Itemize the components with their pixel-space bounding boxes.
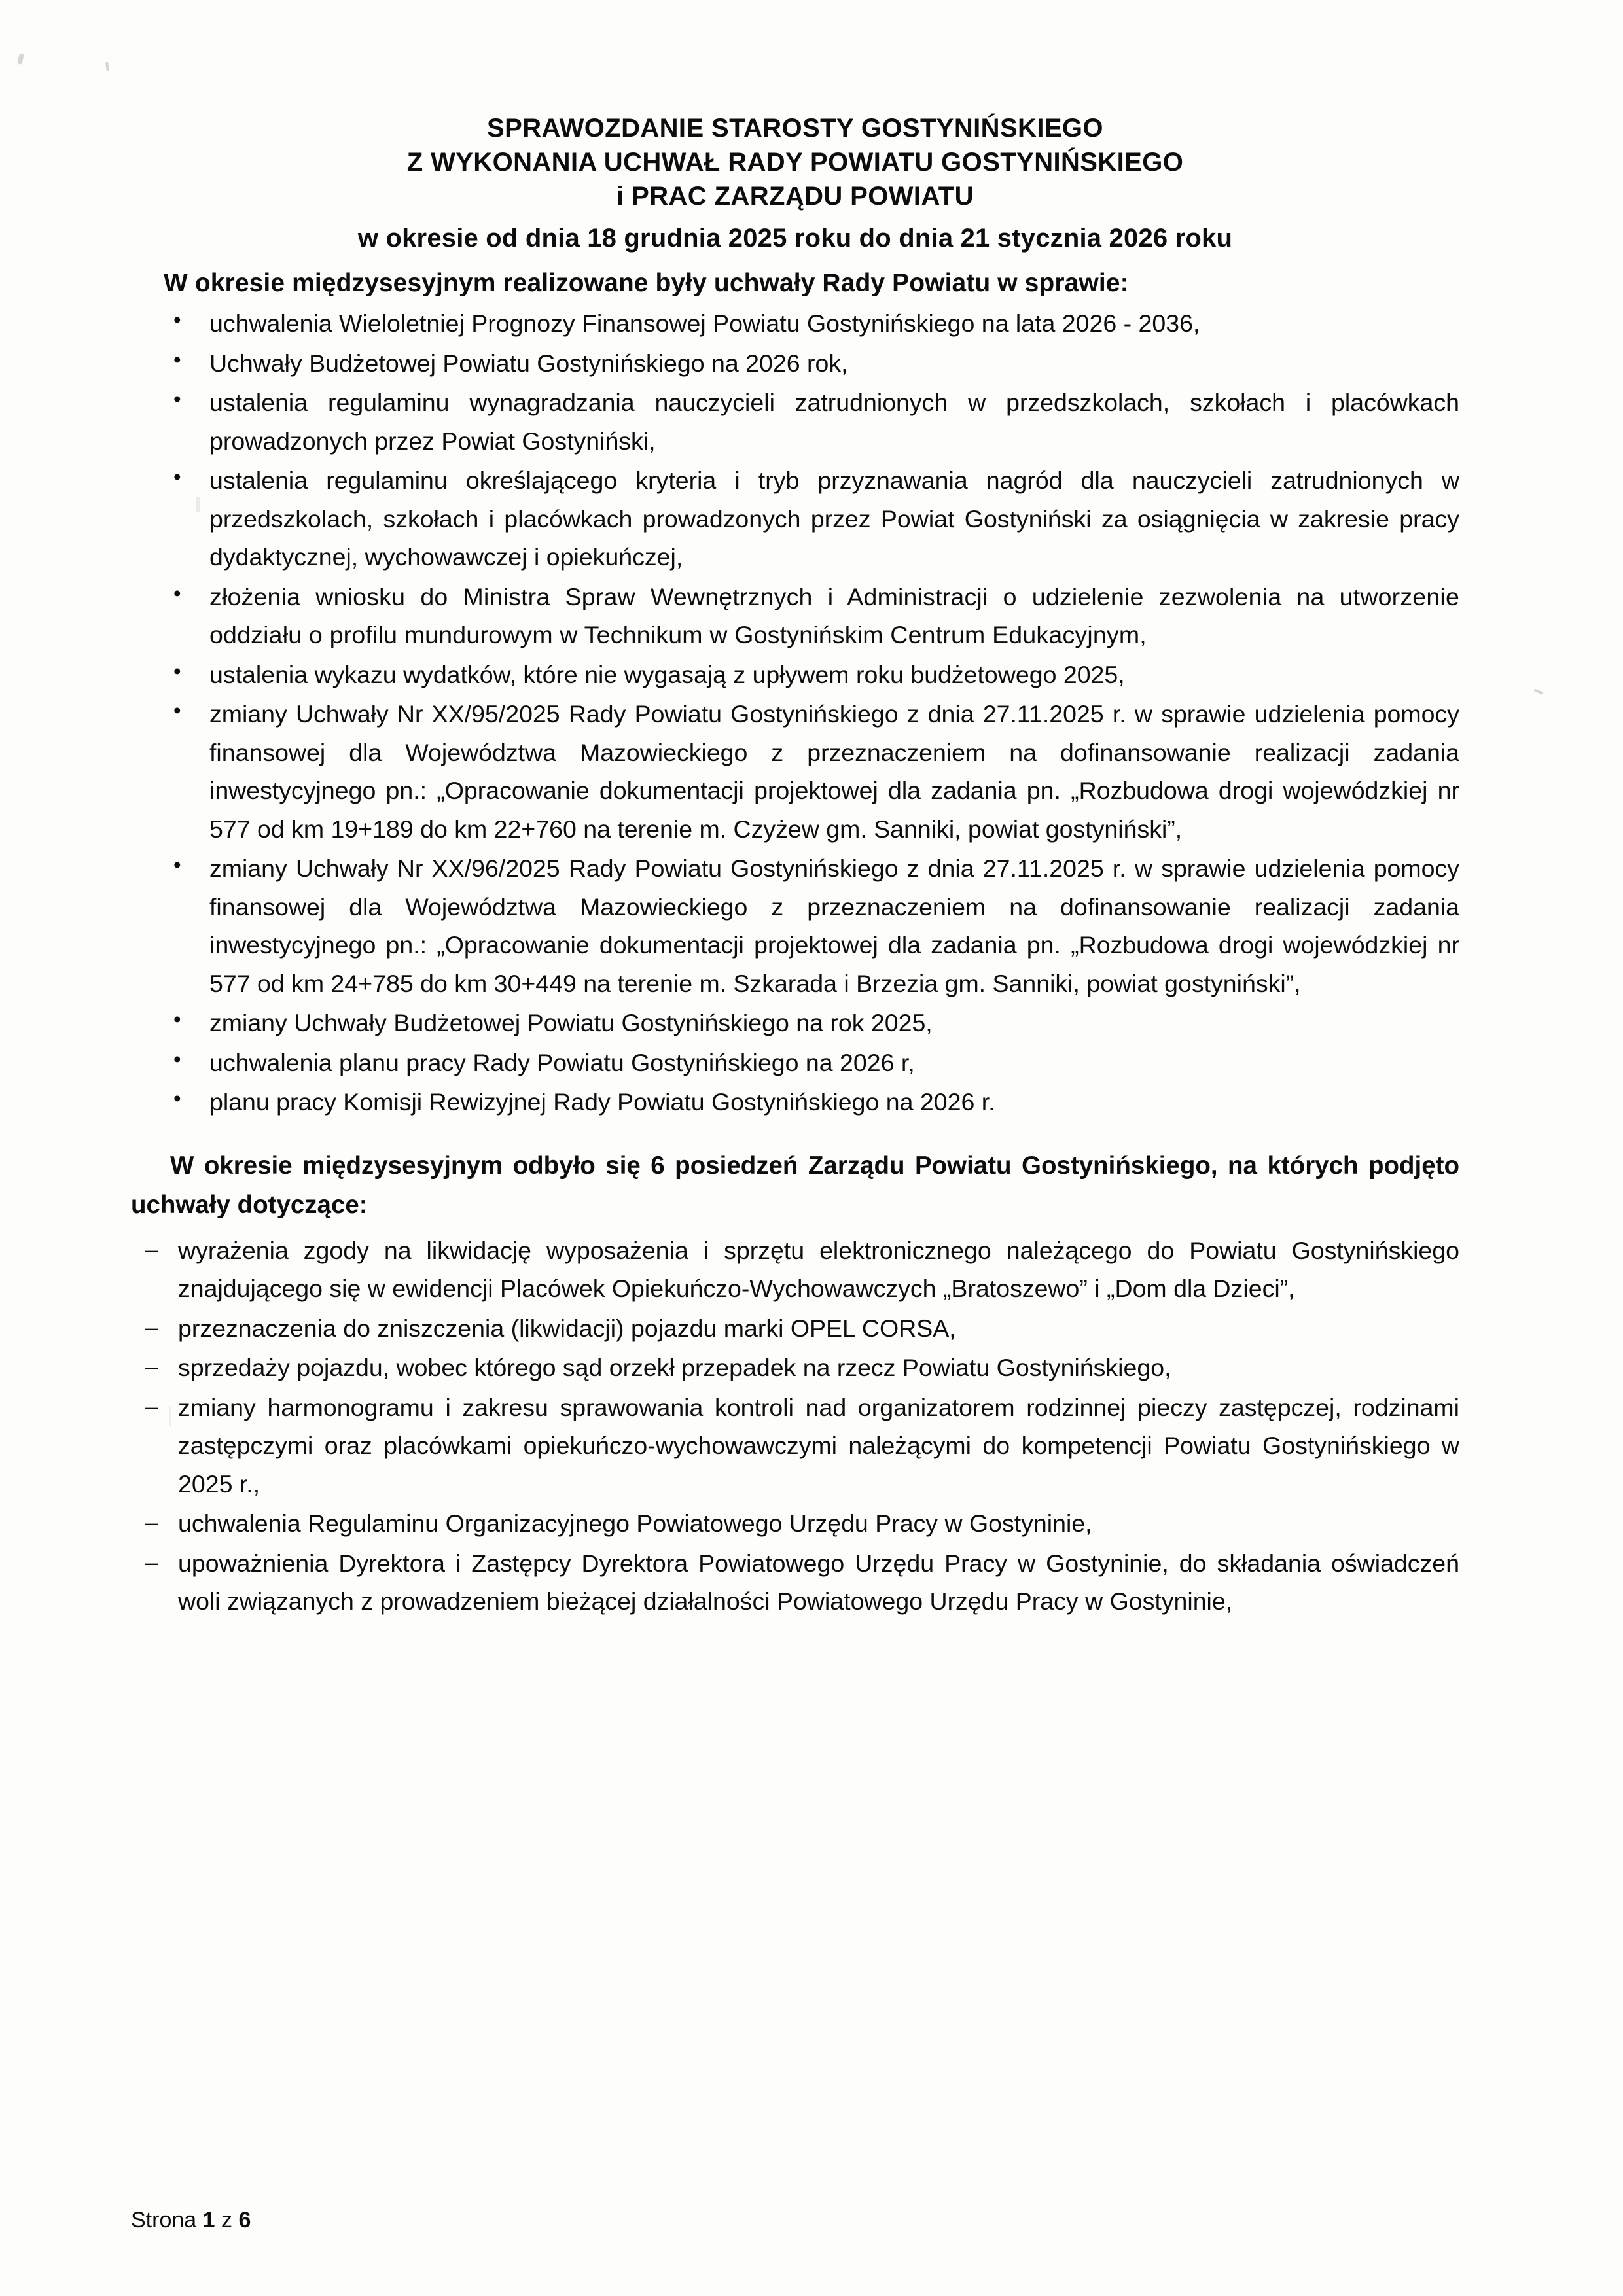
reporting-period: w okresie od dnia 18 grudnia 2025 roku do dnia 21 stycznia 2026 roku (357, 224, 1233, 253)
section-two-lead: W okresie międzysesyjnym odbyło się 6 posiedzeń Zarządu Powiatu Gostynińskiego, na których podjęto uchwały dotyczące: (131, 1151, 1459, 1219)
list-item: – uchwalenia Regulaminu Organizacyjnego Powiatowego Urzędu Pracy w Gostyninie, (131, 1504, 1459, 1543)
scan-artifact (1534, 689, 1543, 695)
page-title (131, 111, 1459, 213)
list-item: • złożenia wniosku do Ministra Spraw Wewnętrznych i Administracji o udzielenie zezwolenia na utworzenie oddziału o profilu mundurowym w Technikum w Gostynińskim Centrum Edukacyjnym, (131, 578, 1459, 654)
title-line-1: SPRAWOZDANIE STAROSTY GOSTYNIŃSKIEGO (487, 114, 1103, 143)
section-one-lead: W okresie międzysesyjnym realizowane były uchwały Rady Powiatu w sprawie: (164, 269, 1129, 297)
footer-current-page: 1 (202, 2208, 215, 2233)
list-item: • zmiany Uchwały Nr XX/95/2025 Rady Powiatu Gostynińskiego z dnia 27.11.2025 r. w sprawie udzielenia pomocy finansowej dla Województwa Mazowieckiego z przeznaczeniem na dofinansowanie realizacji zadania inwestycyjnego pn.: „Opracowanie dokumentacji projektowej dla zadania pn. „Rozbudowa drogi wojewódzkiej nr 577 od km 19+189 do km 22+760 na terenie m. Czyżew gm. Sanniki, powiat gostyniński”, (131, 695, 1459, 848)
list-item: • uchwalenia planu pracy Rady Powiatu Gostynińskiego na 2026 r, (131, 1044, 1459, 1082)
list-item: • Uchwały Budżetowej Powiatu Gostynińskiego na 2026 rok, (131, 344, 1459, 383)
list-item: – przeznaczenia do zniszczenia (likwidacji) pojazdu marki OPEL CORSA, (131, 1309, 1459, 1348)
footer-prefix: Strona (131, 2208, 197, 2233)
list-item: – sprzedaży pojazdu, wobec którego sąd orzekł przepadek na rzecz Powiatu Gostynińskiego, (131, 1349, 1459, 1387)
page-footer (131, 2208, 251, 2233)
list-item: • zmiany Uchwały Nr XX/96/2025 Rady Powiatu Gostynińskiego z dnia 27.11.2025 r. w sprawie udzielenia pomocy finansowej dla Województwa Mazowieckiego z przeznaczeniem na dofinansowanie realizacji zadania inwestycyjnego pn.: „Opracowanie dokumentacji projektowej dla zadania pn. „Rozbudowa drogi wojewódzkiej nr 577 od km 24+785 do km 30+449 na terenie m. Szkarada i Brzezia gm. Sanniki, powiat gostyniński”, (131, 849, 1459, 1002)
scan-artifact (17, 53, 24, 64)
footer-separator: z (221, 2208, 233, 2233)
list-item: – upoważnienia Dyrektora i Zastępcy Dyrektora Powiatowego Urzędu Pracy w Gostyninie, do składania oświadczeń woli związanych z prowadzeniem bieżącej działalności Powiatowego Urzędu Pracy w Gostyninie, (131, 1544, 1459, 1621)
list-item: • ustalenia regulaminu wynagradzania nauczycieli zatrudnionych w przedszkolach, szkołach i placówkach prowadzonych przez Powiat Gostyniński, (131, 383, 1459, 460)
title-line-3: i PRAC ZARZĄDU POWIATU (616, 182, 974, 211)
title-line-2: Z WYKONANIA UCHWAŁ RADY POWIATU GOSTYNIŃSKIEGO (406, 148, 1184, 177)
footer-total-pages: 6 (238, 2208, 251, 2233)
list-item: • ustalenia regulaminu określającego kryteria i tryb przyznawania nagród dla nauczycieli zatrudnionych w przedszkolach, szkołach i placówkach prowadzonych przez Powiat Gostyniński za osiągnięcia w zakresie pracy dydaktycznej, wychowawczej i opiekuńczej, (131, 461, 1459, 576)
scan-artifact (105, 62, 109, 71)
list-item: – zmiany harmonogramu i zakresu sprawowania kontroli nad organizatorem rodzinnej pieczy zastępczej, rodzinami zastępczymi oraz placówkami opiekuńczo-wychowawczymi należącymi do kompetencji Powiatu Gostynińskiego w 2025 r., (131, 1388, 1459, 1504)
list-item: • uchwalenia Wieloletniej Prognozy Finansowej Powiatu Gostynińskiego na lata 2026 - 2036, (131, 304, 1459, 343)
board-resolutions-list (131, 1231, 1459, 1621)
list-item: – wyrażenia zgody na likwidację wyposażenia i sprzętu elektronicznego należącego do Powiatu Gostynińskiego znajdującego się w ewidencji Placówek Opiekuńczo-Wychowawczych „Bratoszewo” i „Dom dla Dzieci”, (131, 1231, 1459, 1308)
list-item: • zmiany Uchwały Budżetowej Powiatu Gostynińskiego na rok 2025, (131, 1004, 1459, 1042)
resolutions-list (131, 304, 1459, 1122)
list-item: • planu pracy Komisji Rewizyjnej Rady Powiatu Gostynińskiego na 2026 r. (131, 1083, 1459, 1122)
list-item: • ustalenia wykazu wydatków, które nie wygasają z upływem roku budżetowego 2025, (131, 656, 1459, 694)
